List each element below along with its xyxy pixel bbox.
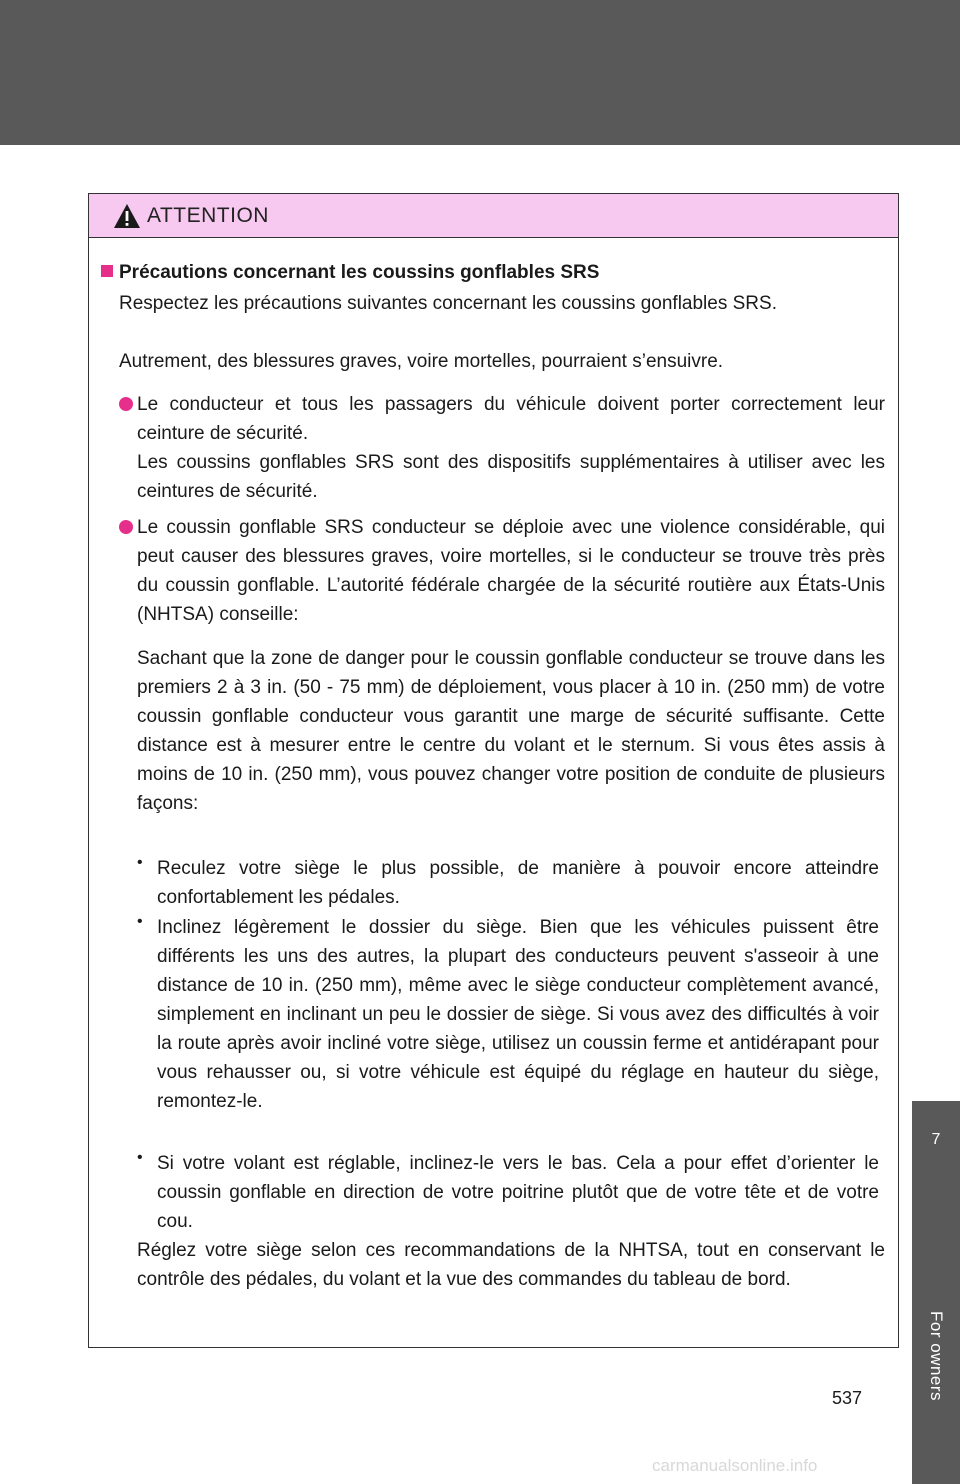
chapter-number: 7 bbox=[931, 1131, 941, 1148]
circle-bullet-icon bbox=[119, 520, 133, 534]
warning-box bbox=[88, 193, 899, 1348]
dot-marker: • bbox=[137, 854, 143, 871]
list-item: • Reculez votre siège le plus possible, de manière à pouvoir encore atteindre confortablement les pédales. bbox=[137, 854, 879, 908]
intro-paragraph: Respectez les précautions suivantes concernant les coussins gonflables SRS. bbox=[119, 293, 777, 314]
warning-header bbox=[89, 194, 898, 238]
section-heading: Précautions concernant les coussins gonflables SRS bbox=[101, 258, 599, 287]
list-item: • Si votre volant est réglable, inclinez-le vers le bas. Cela a pour effet d’orienter le coussin gonflable en direction de votre poitrine plutôt que de votre tête et de votre cou. bbox=[137, 1149, 879, 1232]
dot-marker: • bbox=[137, 1149, 143, 1166]
page-number: 537 bbox=[832, 1388, 863, 1408]
intro-paragraph-2: Autrement, des blessures graves, voire mortelles, pourraient s’ensuivre. bbox=[119, 351, 724, 372]
bullet-2-text: Le coussin gonflable SRS conducteur se déploie avec une violence considérable, qui peut causer des blessures graves, voire mortelles, si le conducteur se trouve très près du coussin gonflable. L’autorité fédérale chargée de la sécurité routière aux États-Unis (NHTSA) conseille: bbox=[137, 517, 885, 625]
chapter-side-tab[interactable] bbox=[912, 1101, 960, 1484]
warning-title: ATTENTION bbox=[147, 204, 269, 227]
bullet-1-text-2: Les coussins gonflables SRS sont des dispositifs supplémentaires à utiliser avec les ceintures de sécurité. bbox=[137, 452, 885, 502]
chapter-label: For owners bbox=[927, 1311, 946, 1402]
top-header-band bbox=[0, 0, 960, 145]
list-item: • Inclinez légèrement le dossier du siège. Bien que les véhicules puissent être différents les uns des autres, la plupart des conducteurs peuvent s'asseoir à une distance de 10 in. (250 mm), même avec le siège conducteur complètement avancé, simplement en inclinant un peu le dossier de siège. Si vous avez des difficultés à voir la route après avoir incliné votre siège, utilisez un coussin ferme et antidérapant pour vous rehausser ou, si votre véhicule est équipé du réglage en hauteur du siège, remontez-le. bbox=[137, 913, 879, 1112]
closing-paragraph: Réglez votre siège selon ces recommandations de la NHTSA, tout en conservant le contrôle des pédales, du volant et la vue des commandes du tableau de bord. bbox=[137, 1240, 885, 1290]
watermark: carmanualsonline.info bbox=[652, 1456, 818, 1475]
bullet-1-text: Le conducteur et tous les passagers du véhicule doivent porter correctement leur ceinture de sécurité. bbox=[137, 394, 885, 444]
circle-bullet-icon bbox=[119, 397, 133, 411]
dot-marker: • bbox=[137, 913, 143, 930]
warning-triangle-icon bbox=[113, 203, 141, 229]
square-bullet-icon bbox=[101, 265, 113, 277]
bullet-2-text-2: Sachant que la zone de danger pour le coussin gonflable conducteur se trouve dans les premiers 2 à 3 in. (50 - 75 mm) de déploiement, vous placer à 10 in. (250 mm) de votre coussin gonflable conducteur vous garantit une marge de sécurité suffisante. Cette distance est à mesurer entre le centre du volant et le sternum. Si vous êtes assis à moins de 10 in. (250 mm), vous pouvez changer votre position de conduite de plusieurs façons: bbox=[137, 648, 885, 814]
